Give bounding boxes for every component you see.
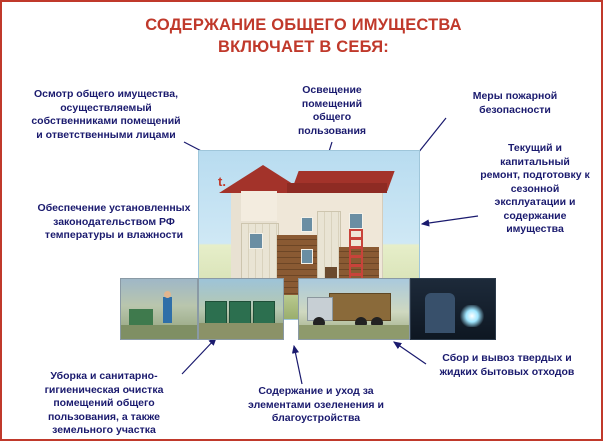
page-title [62,14,545,58]
scaffold-ladder [349,229,363,285]
ground-strip [299,325,409,339]
arrow-cleaning [182,338,216,374]
arrow-landscaping [294,346,302,384]
callout-temperature-humidity: Обеспечение установленных законодательством РФ температуры и влажности [37,202,191,241]
callout-landscaping: Содержание и уход за элементами озеленения и благоустройства [248,385,384,424]
callout-fire-safety: Меры пожарной безопасности [472,90,558,116]
callout-waste: Сбор и вывоз твердых и жидких бытовых отходов [439,352,575,378]
house-photo-label: t. [218,174,226,189]
welder-figure [425,293,455,333]
yard-cleaning-image [120,278,198,340]
ground-strip [121,325,197,339]
worker-head [164,291,171,298]
ground-strip [199,323,283,339]
arrow-repairs [422,216,478,224]
callout-inspection: Осмотр общего имущества, осуществляемый собственниками помещений и ответственными лицами [31,88,181,141]
welding-spark [459,305,485,327]
callout-cleaning: Уборка и санитарно-гигиеническая очистка помещений общего пользования, а также земельного участка [44,370,164,436]
window [349,213,363,229]
waste-containers-image [198,278,284,340]
title-line-2: ВКЛЮЧАЕТ В СЕБЯ: [218,38,389,56]
window [249,233,263,249]
callout-lighting: Освещение помещений общего пользования [297,84,367,137]
window [301,217,313,232]
welding-repair-image [410,278,496,340]
worker-figure [163,297,172,323]
house-gable-wall [241,191,277,221]
window [301,249,313,264]
dump-truck-image [298,278,410,340]
house-roof-eave [287,183,387,193]
callout-repairs: Текущий и капитальный ремонт, подготовку к сезонной эксплуатации и содержание имущества [480,142,590,235]
title-line-1: СОДЕРЖАНИЕ ОБЩЕГО ИМУЩЕСТВА [145,16,462,34]
